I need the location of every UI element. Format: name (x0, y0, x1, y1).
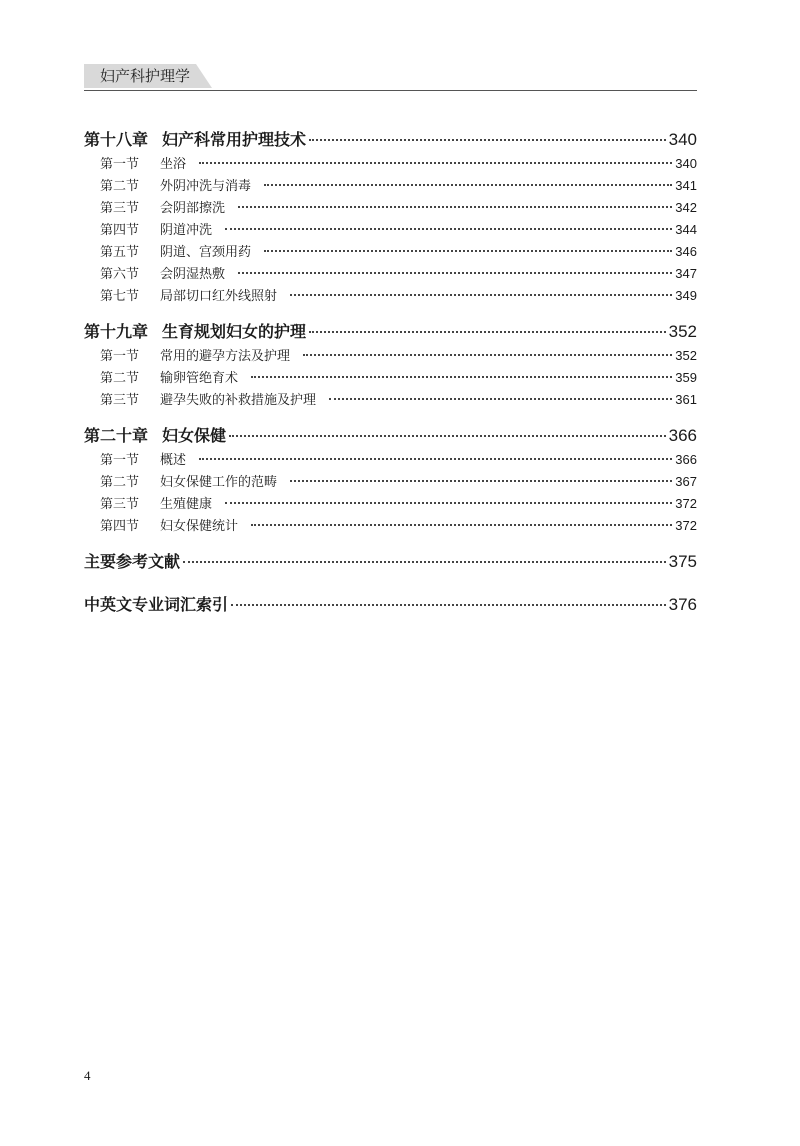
section-title: 避孕失败的补救措施及护理 (160, 393, 317, 408)
section-number: 第三节 (100, 201, 140, 216)
section-number: 第三节 (100, 393, 140, 408)
dot-leader (251, 376, 672, 378)
section-title: 概述 (160, 453, 187, 468)
dot-leader (303, 354, 672, 356)
toc-entry-chapter[interactable] (84, 127, 697, 153)
toc-entry-section[interactable] (84, 197, 697, 219)
section-page: 342 (675, 200, 697, 215)
toc-entry-section[interactable] (84, 345, 697, 367)
section-number: 第二节 (100, 371, 140, 386)
glossary-index-title: 中英文专业词汇索引 (84, 595, 229, 614)
section-page: 340 (675, 156, 697, 171)
section-page: 341 (675, 178, 697, 193)
section-page: 352 (675, 348, 697, 363)
section-title: 妇女保健统计 (160, 519, 239, 534)
dot-leader (329, 398, 672, 400)
dot-leader (199, 162, 672, 164)
section-page: 367 (675, 474, 697, 489)
dot-leader (309, 331, 666, 333)
section-number: 第四节 (100, 223, 140, 238)
section-title: 会阴部擦洗 (160, 201, 226, 216)
section-title: 输卵管绝育术 (160, 371, 239, 386)
dot-leader (229, 435, 666, 437)
references-page: 375 (668, 552, 697, 571)
section-page: 344 (675, 222, 697, 237)
glossary-index-page: 376 (668, 595, 697, 614)
page-number: 4 (84, 1068, 91, 1083)
dot-leader (264, 184, 672, 186)
section-number: 第五节 (100, 245, 140, 260)
dot-leader (309, 139, 666, 141)
references-title: 主要参考文献 (84, 552, 181, 571)
chapter-number: 第十九章 (84, 322, 149, 341)
toc-entry-section[interactable] (84, 389, 697, 411)
section-title: 妇女保健工作的范畴 (160, 475, 278, 490)
toc-entry-section[interactable] (84, 263, 697, 285)
section-page: 349 (675, 288, 697, 303)
section-number: 第三节 (100, 497, 140, 512)
dot-leader (238, 206, 672, 208)
section-page: 372 (675, 518, 697, 533)
chapter-18 (84, 127, 697, 307)
book-title: 妇产科护理学 (100, 67, 191, 85)
section-title: 常用的避孕方法及护理 (160, 349, 291, 364)
toc-entry-section[interactable] (84, 241, 697, 263)
section-page: 347 (675, 266, 697, 281)
toc-entry-section[interactable] (84, 153, 697, 175)
section-title: 生殖健康 (160, 497, 213, 512)
chapter-page: 366 (668, 426, 697, 445)
toc-entry-chapter[interactable] (84, 319, 697, 345)
toc-entry-section[interactable] (84, 367, 697, 389)
toc-entry-section[interactable] (84, 493, 697, 515)
dot-leader (290, 480, 672, 482)
section-page: 346 (675, 244, 697, 259)
toc-entry-glossary-index[interactable] (84, 592, 697, 618)
chapter-page: 352 (668, 322, 697, 341)
section-number: 第四节 (100, 519, 140, 534)
section-number: 第二节 (100, 475, 140, 490)
toc-entry-section[interactable] (84, 471, 697, 493)
section-title: 会阴湿热敷 (160, 267, 226, 282)
dot-leader (238, 272, 672, 274)
dot-leader (231, 604, 666, 606)
toc-entry-section[interactable] (84, 449, 697, 471)
dot-leader (251, 524, 672, 526)
section-title: 坐浴 (160, 157, 187, 172)
chapter-title: 生育规划妇女的护理 (162, 322, 307, 341)
section-title: 局部切口红外线照射 (160, 289, 278, 304)
section-page: 372 (675, 496, 697, 511)
section-page: 366 (675, 452, 697, 467)
section-number: 第二节 (100, 179, 140, 194)
section-number: 第六节 (100, 267, 140, 282)
dot-leader (225, 502, 672, 504)
toc-entry-section[interactable] (84, 219, 697, 241)
chapter-19 (84, 319, 697, 411)
dot-leader (225, 228, 672, 230)
section-page: 361 (675, 392, 697, 407)
toc-entry-section[interactable] (84, 285, 697, 307)
toc-entry-chapter[interactable] (84, 423, 697, 449)
dot-leader (183, 561, 666, 563)
header-divider (84, 90, 697, 91)
chapter-title: 妇产科常用护理技术 (162, 130, 307, 149)
dot-leader (264, 250, 672, 252)
toc-entry-section[interactable] (84, 515, 697, 537)
table-of-contents (84, 127, 697, 635)
dot-leader (199, 458, 672, 460)
toc-entry-references[interactable] (84, 549, 697, 575)
chapter-number: 第十八章 (84, 130, 149, 149)
section-number: 第一节 (100, 453, 140, 468)
dot-leader (290, 294, 672, 296)
toc-entry-section[interactable] (84, 175, 697, 197)
chapter-title: 妇女保健 (162, 426, 227, 445)
section-page: 359 (675, 370, 697, 385)
section-title: 外阴冲洗与消毒 (160, 179, 252, 194)
chapter-number: 第二十章 (84, 426, 149, 445)
section-number: 第一节 (100, 157, 140, 172)
chapter-20 (84, 423, 697, 537)
section-title: 阴道冲洗 (160, 223, 213, 238)
section-title: 阴道、宫颈用药 (160, 245, 252, 260)
section-number: 第七节 (100, 289, 140, 304)
chapter-page: 340 (668, 130, 697, 149)
section-number: 第一节 (100, 349, 140, 364)
